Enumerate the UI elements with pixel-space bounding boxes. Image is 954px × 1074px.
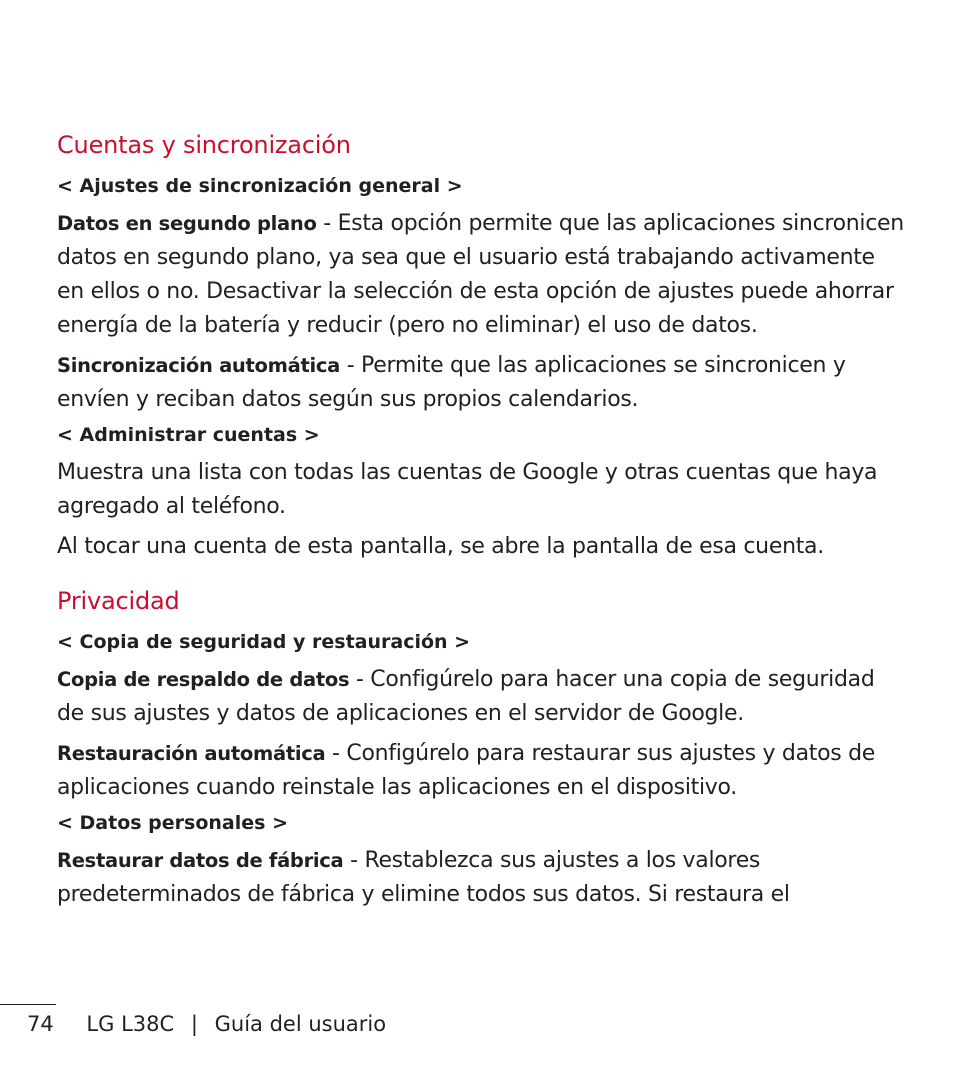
paragraph-backup-data — [57, 663, 907, 731]
footer-divider — [0, 1004, 56, 1005]
term-factory-reset: Restaurar datos de fábrica — [57, 849, 344, 872]
page-content — [57, 128, 907, 918]
page-number: 74 — [27, 1012, 54, 1036]
paragraph-auto-sync — [57, 349, 907, 417]
term-backup-data: Copia de respaldo de datos — [57, 668, 350, 691]
subheading-general-sync: < Ajustes de sincronización general > — [57, 175, 463, 197]
footer-separator: | — [190, 1012, 198, 1036]
section-heading-privacy: Privacidad — [57, 587, 180, 615]
page-footer — [27, 1012, 386, 1036]
subheading-manage-accounts: < Administrar cuentas > — [57, 424, 320, 446]
paragraph-auto-restore — [57, 737, 907, 805]
paragraph-background-data — [57, 207, 907, 343]
footer-model: LG L38C — [86, 1012, 175, 1036]
paragraph-account-tap: Al tocar una cuenta de esta pantalla, se abre la pantalla de esa cuenta. — [57, 534, 824, 559]
text-factory-reset: - Restablezca sus ajustes a los valores predeterminados de fábrica y elimine todos sus datos. Si restaura el — [57, 848, 790, 907]
term-background-data: Datos en segundo plano — [57, 212, 317, 235]
paragraph-accounts-list: Muestra una lista con todas las cuentas de Google y otras cuentas que haya agregado al teléfono. — [57, 460, 878, 519]
term-auto-sync: Sincronización automática — [57, 354, 341, 377]
paragraph-factory-reset — [57, 844, 907, 912]
text-backup-data: - Configúrelo para hacer una copia de seguridad de sus ajustes y datos de aplicaciones en el servidor de Google. — [57, 667, 875, 726]
subheading-personal-data: < Datos personales > — [57, 812, 288, 834]
section-heading-accounts-sync: Cuentas y sincronización — [57, 131, 351, 159]
subheading-backup-restore: < Copia de seguridad y restauración > — [57, 631, 471, 653]
text-background-data: - Esta opción permite que las aplicaciones sincronicen datos en segundo plano, ya sea que el usuario está trabajando activamente en ellos o no. Desactivar la selección de esta opción de ajustes puede ahorrar energía de la batería y reducir (pero no eliminar) el uso de datos. — [57, 211, 904, 338]
term-auto-restore: Restauración automática — [57, 742, 326, 765]
text-auto-restore: - Configúrelo para restaurar sus ajustes y datos de aplicaciones cuando reinstale las aplicaciones en el dispositivo. — [57, 741, 875, 800]
text-auto-sync: - Permite que las aplicaciones se sincronicen y envíen y reciban datos según sus propios calendarios. — [57, 353, 846, 412]
footer-guide: Guía del usuario — [214, 1012, 387, 1036]
